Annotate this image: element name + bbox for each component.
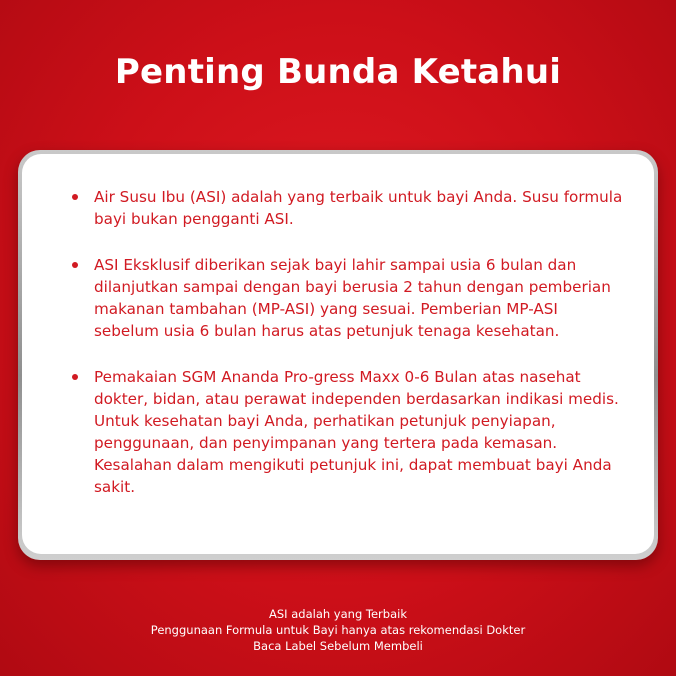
info-card: [22, 154, 654, 554]
page-title: Penting Bunda Ketahui: [114, 52, 562, 92]
bullet-dot-icon: [72, 262, 78, 268]
bullet-item-asi-terbaik: [72, 186, 624, 230]
bullet-text: Pemakaian SGM Ananda Pro-gress Maxx 0-6 Bulan atas nasehat dokter, bidan, atau perawat independen berdasarkan indikasi medis. Untuk kesehatan bayi Anda, perhatikan petunjuk penyiapan, penggunaan, dan penyimpanan yang tertera pada kemasan. Kesalahan dalam mengikuti petunjuk ini, dapat membuat bayi Anda sakit.: [94, 368, 619, 496]
bullet-dot-icon: [72, 374, 78, 380]
bullet-item-pemakaian: [72, 366, 624, 498]
footer-line-1: ASI adalah yang Terbaik: [269, 607, 407, 621]
bullet-text: ASI Eksklusif diberikan sejak bayi lahir sampai usia 6 bulan dan dilanjutkan sampai dengan bayi berusia 2 tahun dengan pemberian makanan tambahan (MP-ASI) yang sesuai. Pemberian MP-ASI sebelum usia 6 bulan harus atas petunjuk tenaga kesehatan.: [94, 256, 611, 340]
footer-line-3: Baca Label Sebelum Membeli: [253, 639, 423, 653]
bullet-text: Air Susu Ibu (ASI) adalah yang terbaik untuk bayi Anda. Susu formula bayi bukan pengganti ASI.: [94, 188, 623, 228]
bullet-dot-icon: [72, 194, 78, 200]
bullet-item-asi-eksklusif: [72, 254, 624, 342]
footer-disclaimer: [0, 606, 676, 654]
footer-line-2: Penggunaan Formula untuk Bayi hanya atas rekomendasi Dokter: [150, 623, 526, 637]
bullet-list: [72, 186, 624, 498]
